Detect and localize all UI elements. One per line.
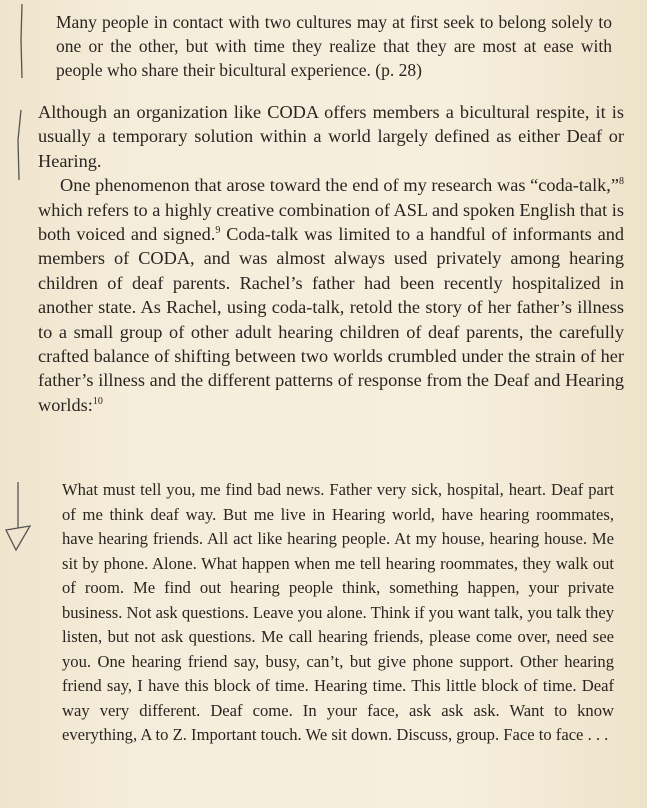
footnote-ref-9: 9 (215, 224, 221, 236)
footnote-ref-10: 10 (92, 395, 103, 407)
pencil-arrow-mark (4, 478, 38, 558)
paragraph-1: Although an organization like CODA offers members a bicultural respite, it is usually a temporary solution within a world largely defined as either Deaf or Hearing. (38, 102, 624, 171)
body-text (38, 100, 624, 417)
pencil-margin-line-top (14, 0, 34, 100)
block-quote-bottom-text: What must tell you, me find bad news. Father very sick, hospital, heart. Deaf part of me think deaf way. But me live in Hearing world, have hearing roommates, have hearing friends. All act like hearing people. At my house, hearing house. Me sit by phone. Alone. What happen when me tell hearing roommates, they walk out of room. Me find out hearing people think, something happen, your private business. Not ask questions. Leave you alone. Think if you want talk, you talk they listen, but not ask questions. Me call hearing friends, please come over, need see you. One hearing friend say, busy, can’t, but give phone support. Other hearing friend say, I have this block of time. Hearing time. This little block of time. Deaf way very different. Deaf come. In your face, ask ask ask. Want to know everything, A to Z. Important touch. We sit down. Discuss, group. Face to face . . . (62, 480, 614, 744)
block-quote-bottom (62, 478, 614, 748)
paragraph-2-part-a: One phenomenon that arose toward the end of my research was “coda-talk,” (60, 175, 619, 196)
pencil-margin-line-middle (12, 100, 32, 190)
paragraph-2 (38, 173, 624, 417)
footnote-ref-8: 8 (619, 176, 624, 188)
block-quote-top (56, 10, 612, 82)
paragraph-2-part-b: which refers to a highly creative combination of ASL and spoken English that is both voiced and signed. (38, 199, 624, 245)
block-quote-top-text: Many people in contact with two cultures may at first seek to belong solely to one or the other, but with time they realize that they are most at ease with people who share their bicultural experience. (p. 28) (56, 12, 612, 80)
paragraph-2-part-c: Coda-talk was limited to a handful of informants and members of CODA, and was almost always used privately among hearing children of deaf parents. Rachel’s father had been recently hospitalized in another state. As Rachel, using coda-talk, retold the story of her father’s illness to a small group of other adult hearing children of deaf parents, the carefully crafted balance of shifting between two worlds crumbled under the strain of her father’s illness and the different patterns of response from the Deaf and Hearing worlds: (38, 224, 625, 415)
